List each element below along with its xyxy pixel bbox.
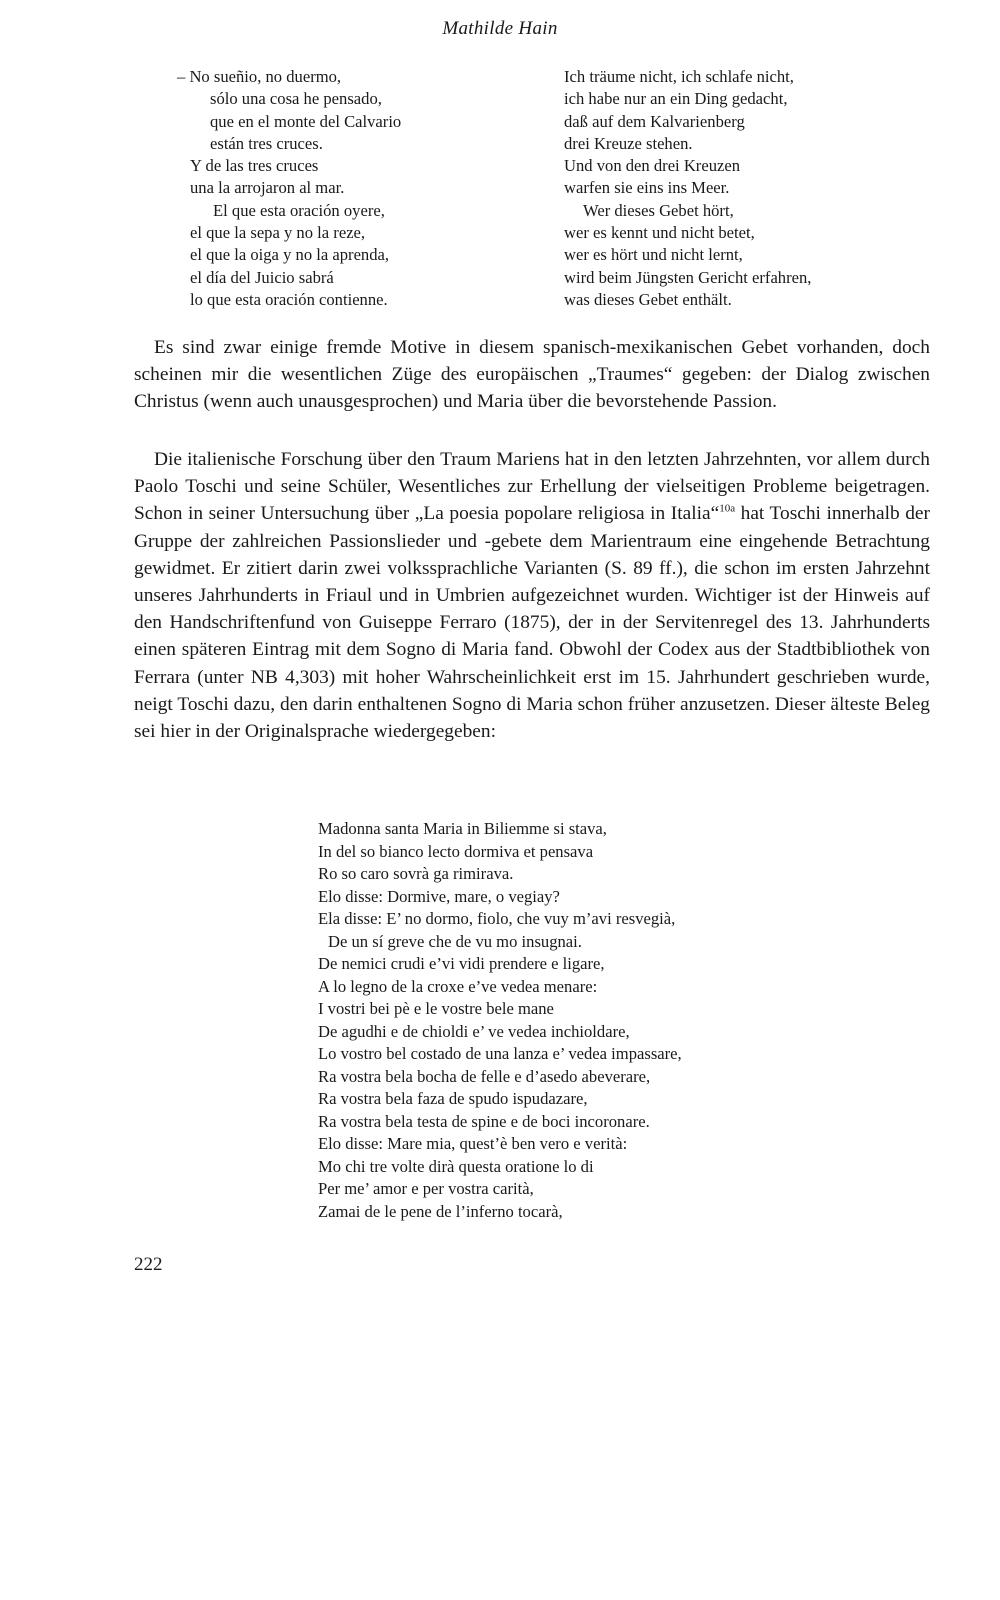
spanish-poem-line: sólo una cosa he pensado,: [210, 89, 382, 109]
german-poem-line: wer es hört und nicht lernt,: [564, 245, 743, 265]
german-poem-line: was dieses Gebet enthält.: [564, 289, 732, 309]
body-paragraph: [134, 446, 930, 745]
italian-poem-line: De un sí greve che de vu mo insugnai.: [328, 931, 582, 951]
spanish-poem-line: lo que esta oración contienne.: [190, 289, 388, 309]
german-poem-line: warfen sie eins ins Meer.: [564, 178, 730, 198]
page-number: 222: [134, 1254, 163, 1275]
italian-poem-line: Ra vostra bela testa de spine e de boci incoronare.: [318, 1111, 650, 1131]
body-paragraph: Es sind zwar einige fremde Motive in diesem spanisch-mexikanischen Gebet vorhanden, doch scheinen mir die wesentlichen Züge des europäischen „Traumes“ gegeben: der Dialog zwischen Christus (wenn auch unausgesprochen) und Maria über die bevorstehende Passion.: [134, 337, 930, 413]
paragraph-text: hat Toschi innerhalb der Gruppe der zahlreichen Passionslieder und -gebete dem Marientraum eine eingehende Betrachtung gewidmet. Er zitiert darin zwei volkssprachliche Varianten (S. 89 ff.), die schon im ersten Jahrzehnt unseres Jahrhunderts in Friaul und in Umbrien aufgezeichnet wurden. Wichtiger ist der Hinweis auf den Handschriftenfund von Guiseppe Ferraro (1875), der in der Servitenregel des 13. Jahrhunderts einen späteren Eintrag mit dem Sogno di Maria fand. Obwohl der Codex aus der Stadtbibliothek von Ferrara (unter NB 4,303) mit hoher Wahrscheinlichkeit erst im 15. Jahrhundert geschrieben wurde, neigt Toschi dazu, den darin enthaltenen Sogno di Maria schon früher anzusetzen. Dieser älteste Beleg sei hier in der Originalsprache wiedergegeben:: [134, 503, 930, 743]
running-head: Mathilde Hain: [442, 18, 558, 39]
italian-poem-line: Lo vostro bel costado de una lanza e’ vedea impassare,: [318, 1044, 682, 1063]
italian-poem-line: Ro so caro sovrà ga rimirava.: [318, 864, 514, 883]
german-poem-line: Und von den drei Kreuzen: [564, 156, 741, 176]
italian-poem-line: Per me’ amor e per vostra carità,: [318, 1179, 534, 1198]
spanish-poem-line: el día del Juicio sabrá: [190, 267, 334, 287]
italian-poem-line: Elo disse: Mare mia, quest’è ben vero e verità:: [318, 1134, 628, 1153]
spanish-poem-line: el que la oiga y no la aprenda,: [190, 245, 390, 265]
italian-poem-line: De nemici crudi e’vi vidi prendere e ligare,: [318, 954, 605, 973]
german-translation: [564, 66, 924, 311]
spanish-poem-line: una la arrojaron al mar.: [190, 178, 345, 198]
italian-poem: [318, 818, 938, 1223]
italian-poem-line: A lo legno de la croxe e’ve vedea menare:: [318, 976, 598, 996]
german-poem-line: drei Kreuze stehen.: [564, 133, 693, 153]
italian-poem-line: Ra vostra bela bocha de felle e d’asedo abeverare,: [318, 1066, 651, 1086]
spanish-poem-line: están tres cruces.: [210, 133, 323, 153]
spanish-poem-line: que en el monte del Calvario: [210, 111, 402, 131]
german-poem-line: Wer dieses Gebet hört,: [583, 200, 734, 220]
german-poem-line: wird beim Jüngsten Gericht erfahren,: [564, 267, 812, 287]
italian-poem-line: In del so bianco lecto dormiva et pensava: [318, 841, 594, 861]
footnote-reference: 10a: [719, 502, 736, 515]
spanish-poem-line: El que esta oración oyere,: [213, 200, 385, 220]
spanish-poem-line: Y de las tres cruces: [190, 156, 319, 176]
italian-poem-line: Ra vostra bela faza de spudo ispudazare,: [318, 1089, 588, 1108]
spanish-poem-line: el que la sepa y no la reze,: [190, 223, 366, 243]
italian-poem-line: Zamai de le pene de l’inferno tocarà,: [318, 1201, 563, 1221]
paragraph-text: Die italienische Forschung über den Traum Mariens hat in den letzten Jahrzehnten, vor allem durch Paolo Toschi und seine Schüler, Wesentliches zur Erhellung der vielseitigen Probleme beigetragen. Schon in seiner Untersuchung über „La poesia popolare religiosa in Italia“: [134, 449, 930, 525]
italian-poem-line: Mo chi tre volte dirà questa oratione lo di: [318, 1156, 594, 1176]
german-poem-line: Ich träume nicht, ich schlafe nicht,: [564, 67, 794, 86]
spanish-poem: [177, 66, 530, 311]
german-poem-line: daß auf dem Kalvarienberg: [564, 111, 745, 131]
italian-poem-line: Madonna santa Maria in Biliemme si stava,: [318, 819, 607, 838]
german-poem-line: wer es kennt und nicht betet,: [564, 223, 755, 243]
german-poem-line: ich habe nur an ein Ding gedacht,: [564, 89, 788, 109]
spanish-poem-line: – No sueñio, no duermo,: [177, 67, 342, 86]
italian-poem-line: Ela disse: E’ no dormo, fiolo, che vuy m’avi resvegià,: [318, 909, 676, 928]
italian-poem-line: Elo disse: Dormive, mare, o vegiay?: [318, 886, 560, 906]
italian-poem-line: De agudhi e de chioldi e’ ve vedea inchioldare,: [318, 1021, 630, 1041]
italian-poem-line: I vostri bei pè e le vostre bele mane: [318, 999, 554, 1018]
